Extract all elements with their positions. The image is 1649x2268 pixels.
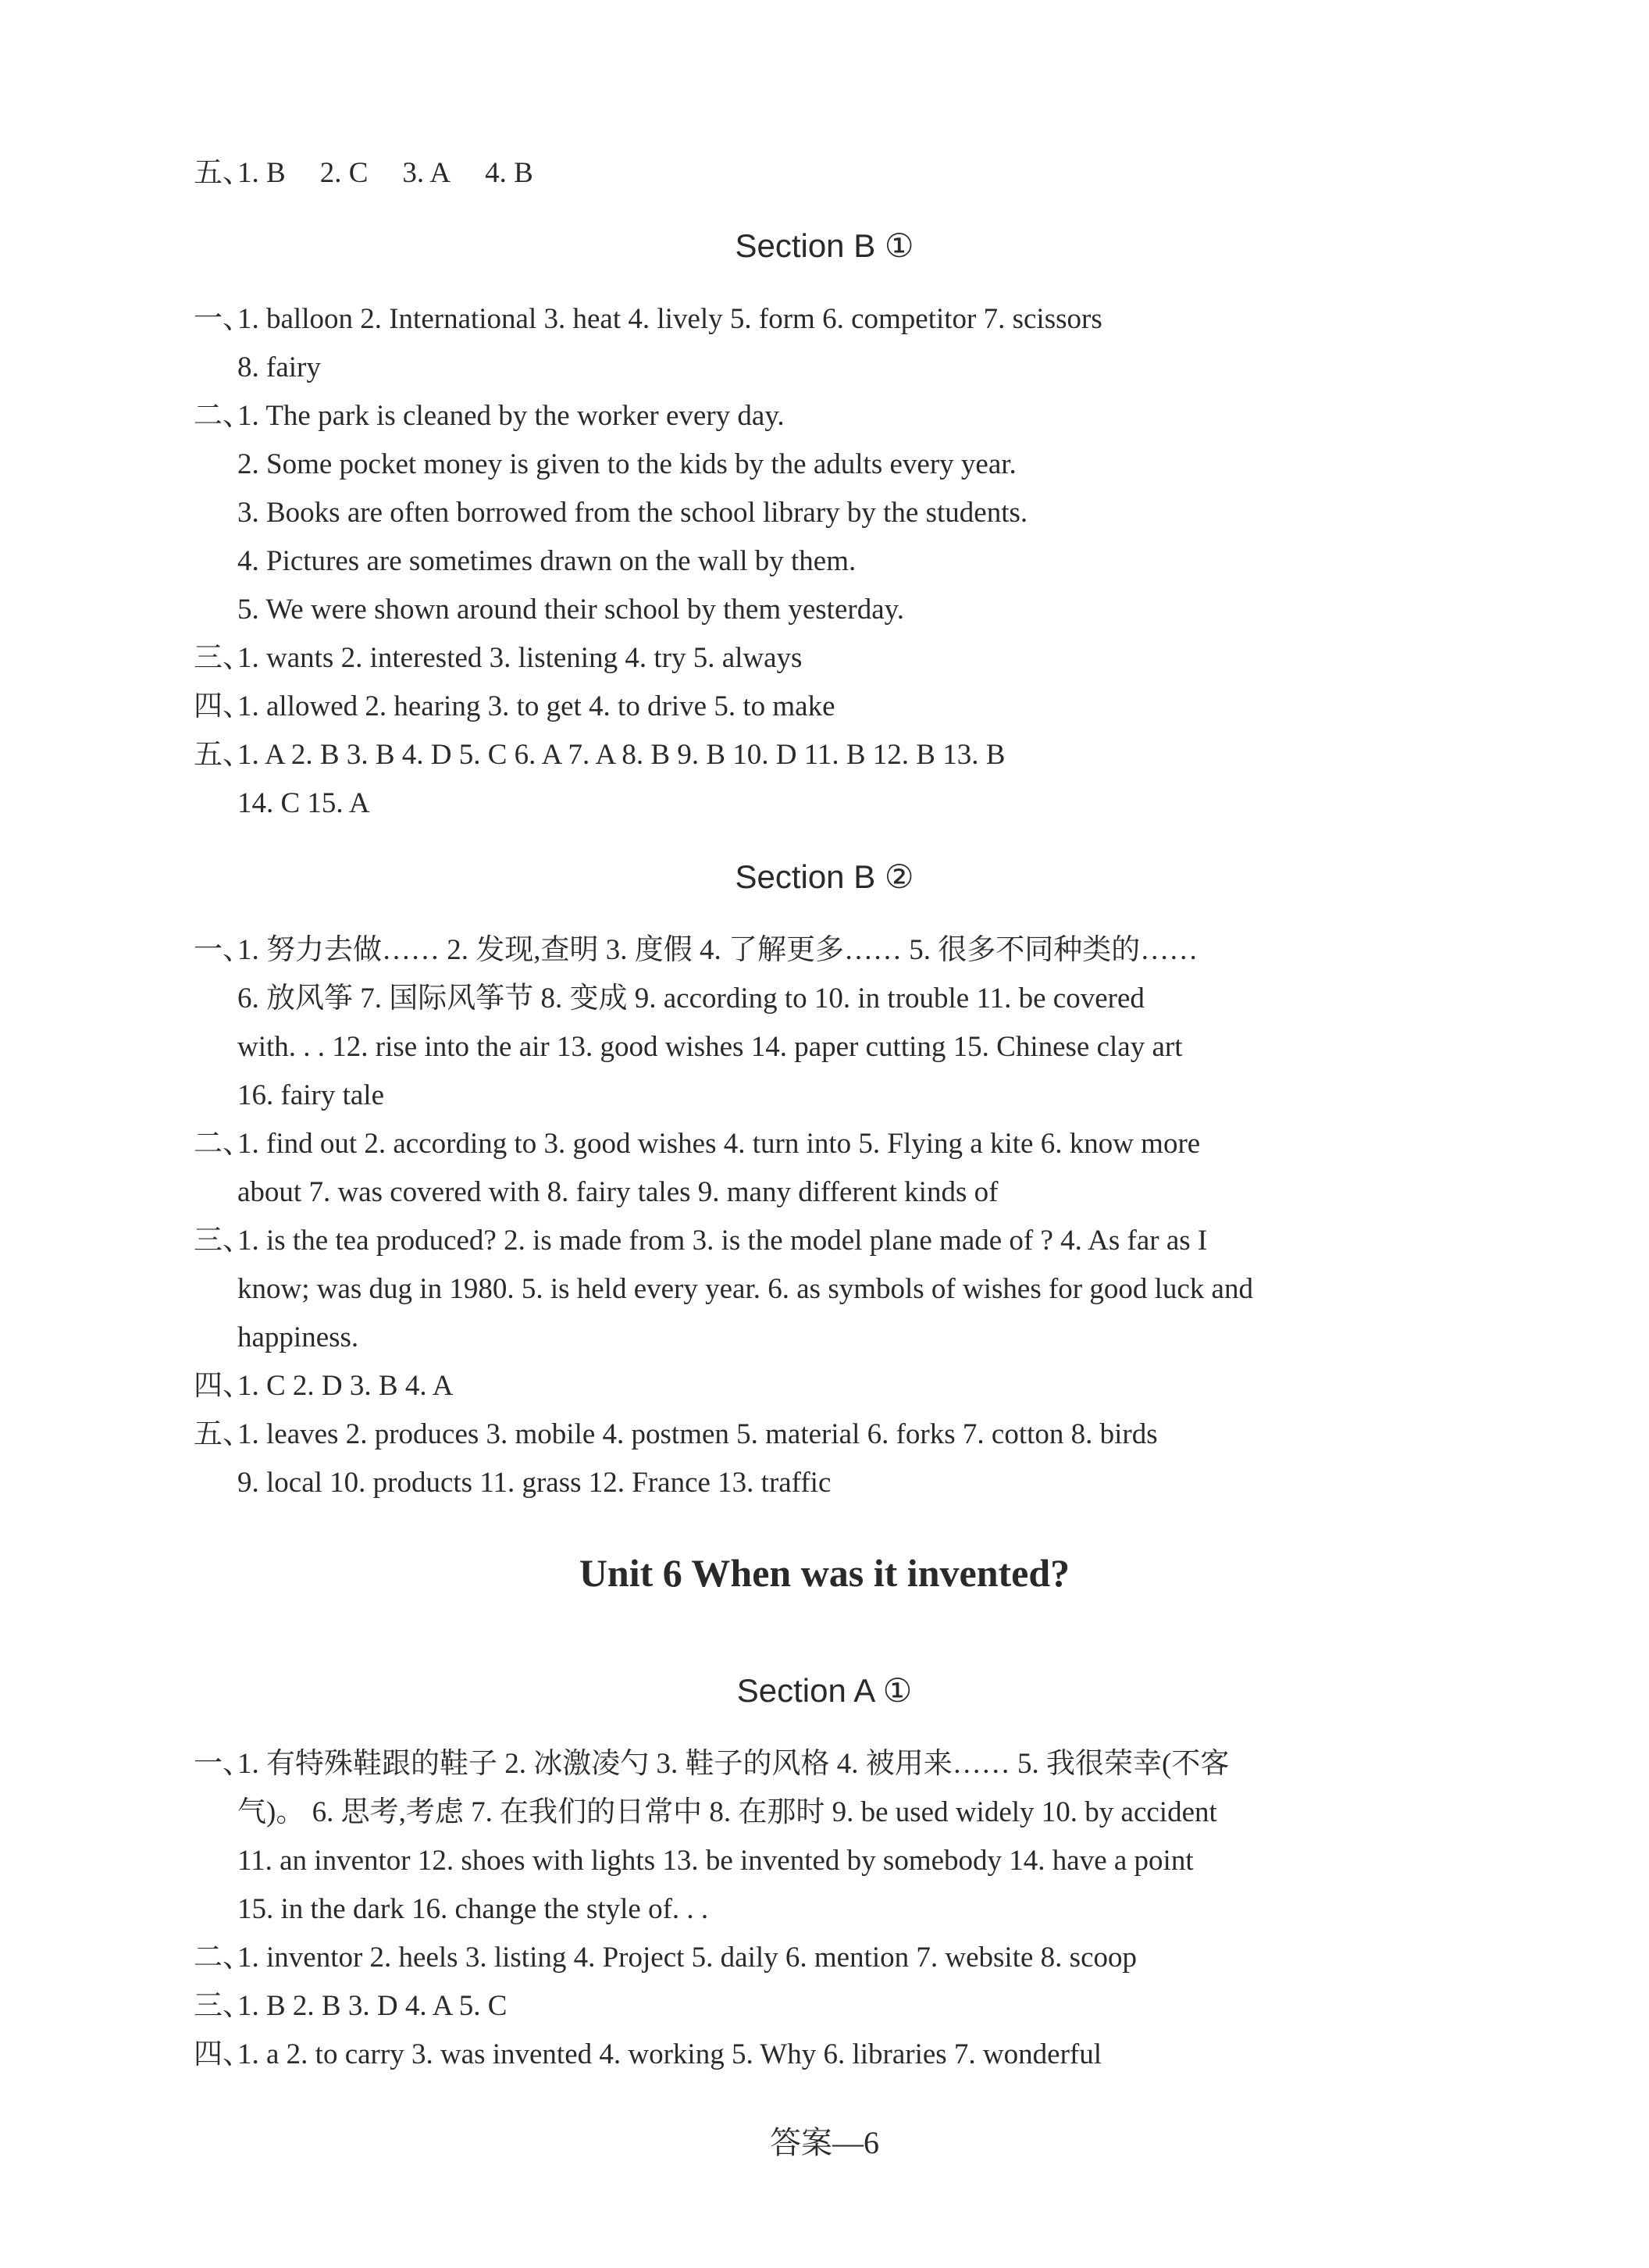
answer-line: 15. in the dark 16. change the style of. . . bbox=[237, 1893, 709, 1925]
unit-title: Unit 6 When was it invented? bbox=[579, 1551, 1070, 1595]
answer-line: happiness. bbox=[237, 1321, 359, 1353]
answer-line: 9. local 10. products 11. grass 12. France 13. traffic bbox=[237, 1467, 832, 1499]
answer-line: 五、1. A 2. B 3. B 4. D 5. C 6. A 7. A 8. B 9. B 10. D 11. B 12. B 13. B bbox=[194, 739, 1006, 771]
answer-line: 三、1. wants 2. interested 3. listening 4. try 5. always bbox=[194, 642, 803, 674]
answer-line: 三、1. is the tea produced? 2. is made from 3. is the model plane made of ? 4. As far as I bbox=[194, 1225, 1208, 1257]
answer-line: 2. Some pocket money is given to the kids by the adults every year. bbox=[237, 448, 1017, 480]
answer-line: 五、1. B 2. C 3. A 4. B bbox=[194, 157, 533, 189]
answer-line: with. . . 12. rise into the air 13. good wishes 14. paper cutting 15. Chinese clay art bbox=[237, 1031, 1183, 1063]
section-heading: Section A ① bbox=[736, 1672, 913, 1709]
section-heading: Section B ① bbox=[735, 227, 914, 264]
answer-text: 1. B bbox=[237, 157, 286, 189]
answer-line: 四、1. C 2. D 3. B 4. A bbox=[194, 1370, 454, 1402]
answer-line: 一、1. 努力去做…… 2. 发现,查明 3. 度假 4. 了解更多…… 5. 很多不同种类的…… bbox=[194, 934, 1198, 966]
answer-line: know; was dug in 1980. 5. is held every year. 6. as symbols of wishes for good luck and bbox=[237, 1273, 1253, 1305]
answer-line: 4. Pictures are sometimes drawn on the wall by them. bbox=[237, 545, 857, 577]
answer-line: 二、1. inventor 2. heels 3. listing 4. Project 5. daily 6. mention 7. website 8. scoop bbox=[194, 1942, 1137, 1974]
answer-line: about 7. was covered with 8. fairy tales 9. many different kinds of bbox=[237, 1176, 999, 1208]
answer-line: 二、1. The park is cleaned by the worker every day. bbox=[194, 400, 785, 432]
answer-line: 四、1. allowed 2. hearing 3. to get 4. to drive 5. to make bbox=[194, 690, 835, 722]
answer-text: 3. A bbox=[402, 157, 451, 189]
answer-line: 16. fairy tale bbox=[237, 1079, 384, 1111]
answer-line: 5. We were shown around their school by them yesterday. bbox=[237, 594, 904, 626]
answer-line: 三、1. B 2. B 3. D 4. A 5. C bbox=[194, 1990, 508, 2022]
answer-text: 4. B bbox=[485, 157, 533, 189]
answer-line: 6. 放风筝 7. 国际风筝节 8. 变成 9. according to 10. in trouble 11. be covered bbox=[237, 982, 1145, 1015]
answer-line: 14. C 15. A bbox=[237, 787, 370, 819]
answer-line: 8. fairy bbox=[237, 351, 321, 383]
answer-line: 气)。 6. 思考,考虑 7. 在我们的日常中 8. 在那时 9. be used widely 10. by accident bbox=[237, 1796, 1217, 1828]
answer-line: 3. Books are often borrowed from the school library by the students. bbox=[237, 497, 1028, 529]
page-number: 答案—6 bbox=[770, 2125, 879, 2160]
answer-line: 四、1. a 2. to carry 3. was invented 4. working 5. Why 6. libraries 7. wonderful bbox=[194, 2038, 1102, 2070]
answer-line: 一、1. balloon 2. International 3. heat 4. lively 5. form 6. competitor 7. scissors bbox=[194, 303, 1102, 335]
answer-line: 11. an inventor 12. shoes with lights 13. be invented by somebody 14. have a point bbox=[237, 1845, 1194, 1877]
answer-text: 2. C bbox=[319, 157, 369, 189]
answer-line: 一、1. 有特殊鞋跟的鞋子 2. 冰激凌勺 3. 鞋子的风格 4. 被用来…… 5. 我很荣幸(不客 bbox=[194, 1748, 1230, 1780]
answer-line: 二、1. find out 2. according to 3. good wishes 4. turn into 5. Flying a kite 6. know more bbox=[194, 1128, 1201, 1160]
section-heading: Section B ② bbox=[735, 858, 914, 895]
answer-line: 五、1. leaves 2. produces 3. mobile 4. postmen 5. material 6. forks 7. cotton 8. birds bbox=[194, 1418, 1158, 1450]
